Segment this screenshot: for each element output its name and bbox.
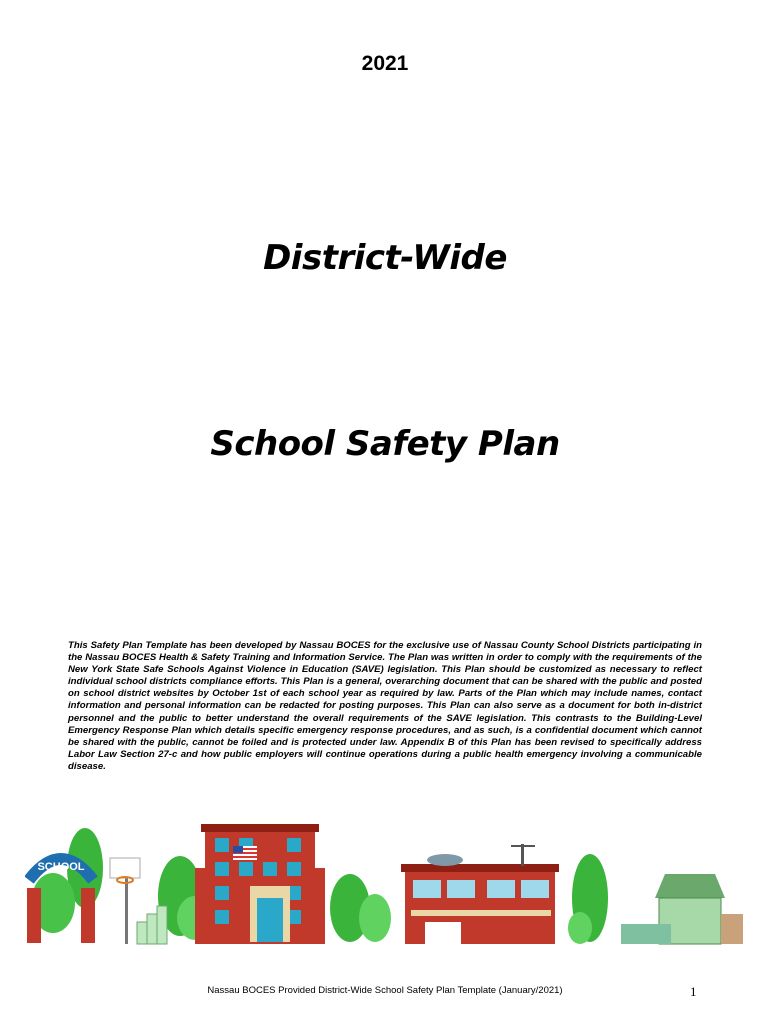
- page-footer: Nassau BOCES Provided District-Wide School Safety Plan Template (January/2021): [207, 985, 563, 996]
- steps-structure: [137, 906, 167, 944]
- template-disclaimer-paragraph: This Safety Plan Template has been developed by Nassau BOCES for the exclusive use of Nassau County School Districts participating in the Nassau BOCES Health & Safety Training and Information Service. The Plan was written in order to comply with the requirements of the New York State Safe Schools Against Violence in Education (SAVE) legislation. This Plan should be customized as necessary to reflect individual school districts compliance efforts. This Plan is a general, overarching document that can be shared with the public and posted on school district websites by October 1st of each school year as required by law. Parts of the Plan which may include names, contact information and personal information can be redacted for posting purposes. This Plan can also serve as a document for both in-district personnel and the public to better understand the overall requirements of the SAVE legislation. This contrasts to the Building-Level Emergency Response Plan which details specific emergency response procedures, and as such, is a confidential document which cannot be shared with the public, cannot be foiled and is protected under law. Appendix B of this Plan has been revised to specifically address Labor Law Section 27-c and how public employers will continue operations during a public health emergency involving a communicable disease.: [68, 640, 702, 772]
- right-trees: [568, 854, 608, 944]
- brick-school-building: [195, 824, 325, 944]
- left-trees: [31, 828, 213, 940]
- arch-sign-text: SCHOOL: [37, 861, 85, 873]
- title-district-wide: District-Wide: [263, 238, 507, 278]
- center-trees: [330, 874, 391, 942]
- red-annex-building: [401, 844, 559, 944]
- document-year: 2021: [361, 52, 409, 75]
- title-school-safety-plan: School Safety Plan: [210, 424, 560, 464]
- page-number: 1: [690, 984, 697, 999]
- gazebo-structure: [621, 874, 743, 944]
- school-scene-illustration: [25, 818, 745, 946]
- basketball-hoop: [110, 858, 140, 944]
